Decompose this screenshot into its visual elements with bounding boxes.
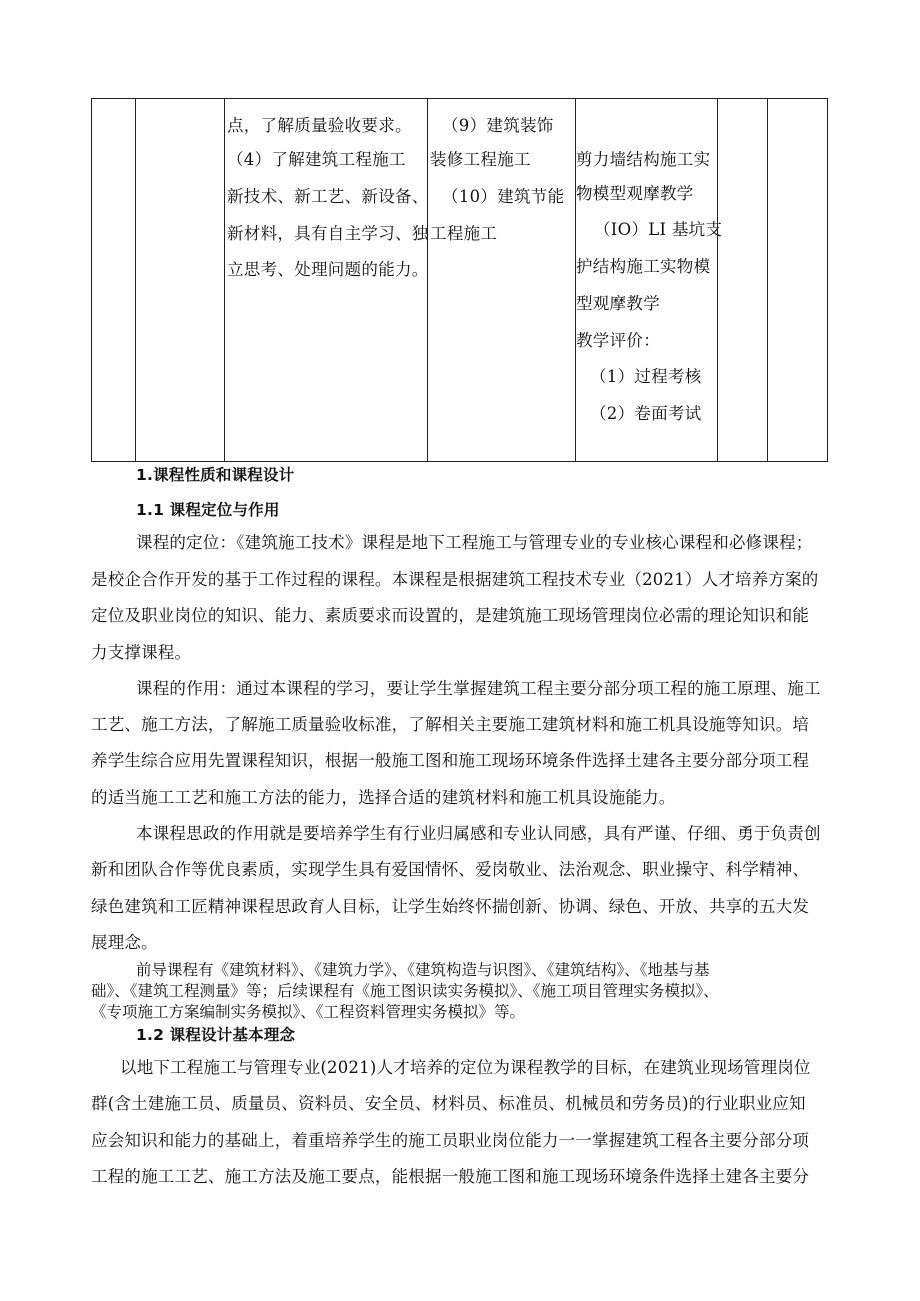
table-line: 新技术、新工艺、新设备、 <box>227 187 429 206</box>
paragraph-line: 前导课程有《建筑材料》、《建筑力学》、《建筑构造与识图》、《建筑结构》、《地基与基 <box>136 961 710 979</box>
table-line: 教学评价： <box>576 331 660 350</box>
paragraph-line: 定位及职业岗位的知识、能力、素质要求而设置的，是建筑施工现场管理岗位必需的理论知识和能 <box>91 606 810 625</box>
table-cell-teaching <box>575 98 723 462</box>
table-line: 护结构施工实物模 <box>576 257 711 276</box>
paragraph-line: 是校企合作开发的基于工作过程的课程。本课程是根据建筑工程技术专业（2021）人才培养方案的 <box>91 570 819 589</box>
paragraph-line: 的适当施工工艺和施工方法的能力，选择合适的建筑材料和施工机具设施能力。 <box>91 788 676 807</box>
table-line: 新材料，具有自主学习、独 <box>227 224 429 243</box>
paragraph-line: 应会知识和能力的基础上，着重培养学生的施工员职业岗位能力一一掌握建筑工程各主要分部分项 <box>91 1131 810 1150</box>
table-cell-col1 <box>91 98 135 462</box>
table-line: 物模型观摩教学 <box>576 184 694 203</box>
table-line: 工程施工 <box>430 224 498 243</box>
section-title-1: 1.课程性质和课程设计 <box>136 466 295 484</box>
table-line: 立思考、处理问题的能力。 <box>227 260 429 279</box>
table-line: （IO）LI 基坑支 <box>594 220 723 239</box>
table-cell-content <box>427 98 575 462</box>
paragraph-line: 工艺、施工方法，了解施工质量验收标准，了解相关主要施工建筑材料和施工机具设施等知识。培 <box>91 715 810 734</box>
paragraph-line: 绿色建筑和工匠精神课程思政育人目标，让学生始终怀揣创新、协调、绿色、开放、共享的五大发 <box>91 897 810 916</box>
table-line: （2）卷面考试 <box>590 404 702 423</box>
paragraph-line: 新和团队合作等优良素质，实现学生具有爱国情怀、爱岗敬业、法治观念、职业操守、科学精神、 <box>91 860 810 879</box>
table-line: （4）了解建筑工程施工 <box>227 150 406 169</box>
table-cell-col7 <box>767 98 828 462</box>
table-line: 剪力墙结构施工实 <box>576 150 711 169</box>
table-cell-objectives <box>224 98 427 462</box>
table-cell-col2 <box>135 98 224 462</box>
table-line: 型观摩教学 <box>576 294 660 313</box>
table-line: （1）过程考核 <box>590 367 702 386</box>
paragraph-line: 展理念。 <box>91 933 158 952</box>
table-line: （9）建筑装饰 <box>442 116 554 135</box>
paragraph-line: 本课程思政的作用就是要培养学生有行业归属感和专业认同感，具有严谨、仔细、勇于负责创 <box>136 824 821 843</box>
paragraph-line: 力支撑课程。 <box>91 643 192 662</box>
paragraph-line: 础》、《建筑工程测量》等；后续课程有《施工图识读实务模拟》、《施工项目管理实务模拟》、 <box>91 982 719 1000</box>
table-line: 装修工程施工 <box>430 150 531 169</box>
table-line: 点，了解质量验收要求。 <box>227 116 412 135</box>
paragraph-line: 群(含土建施工员、质量员、资料员、安全员、材料员、标准员、机械员和劳务员)的行业职业应知 <box>91 1094 806 1113</box>
paragraph-line: 工程的施工工艺、施工方法及施工要点，能根据一般施工图和施工现场环境条件选择土建各主要分 <box>91 1167 810 1186</box>
course-table <box>91 98 828 462</box>
paragraph-line: 课程的定位：《建筑施工技术》课程是地下工程施工与管理专业的专业核心课程和必修课程； <box>136 533 813 552</box>
paragraph-line: 以地下工程施工与管理专业(2021)人才培养的定位为课程教学的目标，在建筑业现场管理岗位 <box>120 1058 811 1077</box>
paragraph-line: 《专项施工方案编制实务模拟》、《工程资料管理实务模拟》等。 <box>91 1003 526 1021</box>
paragraph-line: 养学生综合应用先置课程知识，根据一般施工图和施工现场环境条件选择土建各主要分部分项工程 <box>91 751 810 770</box>
section-title-1-1: 1.1 课程定位与作用 <box>136 501 280 519</box>
section-title-1-2: 1.2 课程设计基本理念 <box>136 1026 296 1044</box>
paragraph-line: 课程的作用：通过本课程的学习，要让学生掌握建筑工程主要分部分项工程的施工原理、施工 <box>136 679 821 698</box>
table-line: （10）建筑节能 <box>442 187 565 206</box>
table-cell-col6 <box>717 98 767 462</box>
